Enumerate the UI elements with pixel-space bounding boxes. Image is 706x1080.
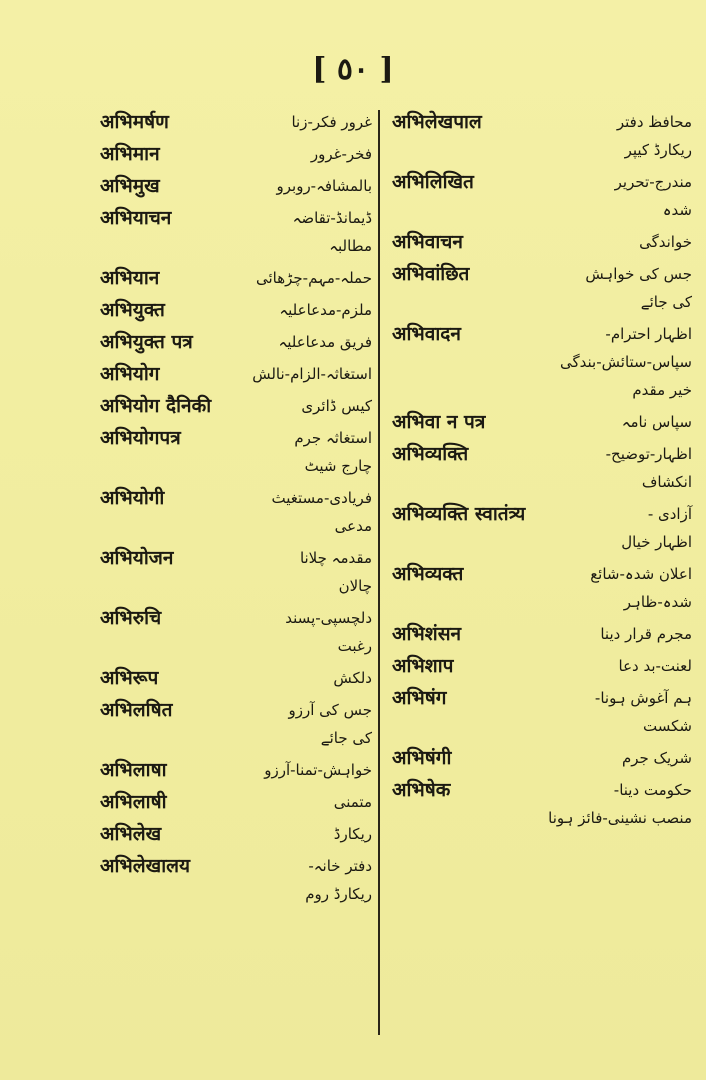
column-divider [378, 110, 380, 1035]
entry-headword: अभिमर्षण [100, 111, 169, 133]
entry-headword: अभियुक्त [100, 299, 165, 321]
gloss-line: مدعی [334, 517, 372, 535]
entry-headword: अभियोगपत्र [100, 427, 181, 449]
gloss-line: دلچسپی-پسند [285, 609, 372, 627]
gloss-line: محافظ دفتر [616, 113, 692, 131]
entry-gloss [161, 604, 372, 660]
entry-gloss [463, 560, 692, 616]
entry-headword: अभियुक्त पत्र [100, 331, 193, 353]
gloss-line: لعنت-بد دعا [618, 657, 692, 675]
dictionary-entry [100, 664, 372, 692]
dictionary-entry [392, 320, 692, 404]
gloss-line: کی جائے [640, 293, 692, 311]
entry-gloss [165, 296, 372, 324]
dictionary-entry [392, 560, 692, 616]
entry-gloss [158, 664, 372, 692]
dictionary-entry [100, 544, 372, 600]
entry-headword: अभिव्यक्ति [392, 443, 469, 465]
dictionary-entry [100, 140, 372, 168]
left-column [100, 108, 372, 912]
entry-gloss [468, 440, 692, 496]
entry-gloss [169, 108, 372, 136]
gloss-line: خیر مقدم [632, 381, 692, 399]
dictionary-entry [100, 108, 372, 136]
dictionary-entry [392, 744, 692, 772]
entry-headword: अभिवादन [392, 323, 461, 345]
dictionary-entry [100, 788, 372, 816]
gloss-line: ڈیمانڈ-تقاضہ [292, 209, 372, 227]
gloss-line: چالان [338, 577, 372, 595]
gloss-line: سپاس نامہ [621, 413, 692, 431]
entry-headword: अभियान [100, 267, 160, 289]
entry-headword: अभिमान [100, 143, 160, 165]
entry-headword: अभिशंसन [392, 623, 462, 645]
dictionary-entry [100, 852, 372, 908]
entry-headword: अभिलाषा [100, 759, 167, 781]
entry-gloss [482, 108, 692, 164]
entry-headword: अभिलेख [100, 823, 162, 845]
gloss-line: متمنی [333, 793, 372, 811]
entry-gloss [160, 140, 372, 168]
entry-headword: अभियाचन [100, 207, 172, 229]
entry-gloss [485, 408, 692, 436]
gloss-line: فخر-غرور [310, 145, 372, 163]
gloss-line: کی جائے [320, 729, 372, 747]
gloss-line: دلکش [333, 669, 372, 687]
entry-gloss [164, 484, 372, 540]
dictionary-entry [392, 408, 692, 436]
dictionary-entry [100, 820, 372, 848]
entry-headword: अभिवांछित [392, 263, 470, 285]
dictionary-entry [392, 228, 692, 256]
dictionary-entry [100, 424, 372, 480]
dictionary-entry [100, 484, 372, 540]
page-number: [ ٥٠ ] [312, 52, 394, 87]
gloss-line: بالمشافہ-روبرو [276, 177, 372, 195]
entry-gloss [525, 500, 692, 556]
entry-gloss [453, 652, 692, 680]
entry-gloss [474, 168, 692, 224]
gloss-line: خواندگی [639, 233, 692, 251]
entry-gloss [446, 684, 692, 740]
entry-gloss [193, 328, 372, 356]
entry-gloss [171, 204, 372, 260]
gloss-line: ریکارڈ [333, 825, 372, 843]
gloss-line: شدہ-ظاہر [623, 593, 692, 611]
gloss-line: اعلان شدہ-شائع [590, 565, 692, 583]
gloss-line: استغاثہ-الزام-نالش [252, 365, 372, 383]
entry-headword: अभिलाषी [100, 791, 167, 813]
gloss-line: فریادی-مستغیث [271, 489, 372, 507]
gloss-line: رغبت [337, 637, 372, 655]
entry-headword: अभिव्यक्त [392, 563, 464, 585]
dictionary-entry [392, 108, 692, 164]
dictionary-entry [392, 776, 692, 832]
dictionary-entry [392, 620, 692, 648]
entry-gloss [463, 228, 692, 256]
entry-gloss [211, 392, 372, 420]
entry-headword: अभिवाचन [392, 231, 463, 253]
entry-headword: अभिमुख [100, 175, 160, 197]
dictionary-entry [392, 168, 692, 224]
entry-headword: अभिवा न पत्र [392, 411, 486, 433]
entry-headword: अभियोजन [100, 547, 174, 569]
entry-headword: अभिषंग [392, 687, 447, 709]
dictionary-entry [392, 440, 692, 496]
entry-headword: अभिव्यक्ति स्वातंत्र्य [392, 503, 526, 525]
dictionary-entry [100, 264, 372, 292]
entry-headword: अभिरूप [100, 667, 159, 689]
gloss-line: فریق مدعاعلیہ [278, 333, 372, 351]
gloss-line: منصب نشینی-فائز ہونا [548, 809, 692, 827]
dictionary-entry [100, 604, 372, 660]
dictionary-entry [100, 360, 372, 388]
entry-gloss [160, 172, 372, 200]
gloss-line: سپاس-ستائش-بندگی [560, 353, 692, 371]
gloss-line: شریک جرم [621, 749, 692, 767]
gloss-line: ملزم-مدعاعلیہ [279, 301, 372, 319]
entry-gloss [450, 776, 692, 832]
dictionary-entry [392, 500, 692, 556]
entry-gloss [190, 852, 372, 908]
entry-headword: अभिलेखालय [100, 855, 191, 877]
dictionary-entry [100, 172, 372, 200]
gloss-line: دفتر خانہ- [308, 857, 372, 875]
dictionary-entry [392, 652, 692, 680]
gloss-line: چارج شیٹ [304, 457, 372, 475]
gloss-line: حکومت دینا- [613, 781, 692, 799]
right-column [392, 108, 692, 836]
entry-gloss [173, 544, 372, 600]
entry-gloss [167, 756, 372, 784]
gloss-line: اظہار خیال [621, 533, 692, 551]
gloss-line: کیس ڈائری [301, 397, 372, 415]
gloss-line: ریکارڈ کیپر [624, 141, 692, 159]
entry-headword: अभिषंगी [392, 747, 452, 769]
entry-headword: अभिरुचि [100, 607, 162, 629]
dictionary-entry [100, 696, 372, 752]
gloss-line: اظہار-توضیح- [605, 445, 692, 463]
dictionary-entry [100, 296, 372, 324]
dictionary-entry [100, 392, 372, 420]
gloss-line: مقدمہ چلانا [299, 549, 372, 567]
gloss-line: خواہش-تمنا-آرزو [264, 761, 372, 779]
gloss-line: جس کی خواہش [585, 265, 692, 283]
entry-gloss [159, 360, 372, 388]
gloss-line: جس کی آرزو [288, 701, 372, 719]
entry-gloss [461, 620, 692, 648]
dictionary-entry [100, 328, 372, 356]
entry-gloss [172, 696, 372, 752]
entry-headword: अभिलषित [100, 699, 173, 721]
dictionary-entry [100, 756, 372, 784]
entry-headword: अभिलेखपाल [392, 111, 482, 133]
dictionary-entry [392, 260, 692, 316]
gloss-line: شدہ [662, 201, 692, 219]
entry-gloss [167, 788, 372, 816]
entry-gloss [159, 264, 372, 292]
dictionary-entry [392, 684, 692, 740]
gloss-line: مجرم قرار دینا [600, 625, 692, 643]
gloss-line: اظہار احترام- [605, 325, 692, 343]
entry-gloss [161, 820, 372, 848]
gloss-line: ریکارڈ روم [305, 885, 372, 903]
gloss-line: غرور فکر-زنا [291, 113, 372, 131]
gloss-line: مطالبہ [329, 237, 372, 255]
gloss-line: آزادی - [647, 505, 692, 523]
entry-gloss [451, 744, 692, 772]
gloss-line: استغاثہ جرم [294, 429, 372, 447]
gloss-line: انکشاف [641, 473, 692, 491]
entry-headword: अभिलिखित [392, 171, 474, 193]
entry-gloss [461, 320, 692, 404]
gloss-line: مندرج-تحریر [614, 173, 692, 191]
entry-headword: अभियोग दैनिकी [100, 395, 212, 417]
entry-headword: अभिशाप [392, 655, 454, 677]
gloss-line: شکست [643, 717, 692, 735]
entry-headword: अभिषेक [392, 779, 451, 801]
dictionary-entry [100, 204, 372, 260]
entry-headword: अभियोग [100, 363, 160, 385]
entry-gloss [181, 424, 372, 480]
gloss-line: حملہ-مہم-چڑھائی [255, 269, 372, 287]
gloss-line: ہم آغوش ہونا- [594, 689, 692, 707]
entry-headword: अभियोगी [100, 487, 165, 509]
entry-gloss [469, 260, 692, 316]
